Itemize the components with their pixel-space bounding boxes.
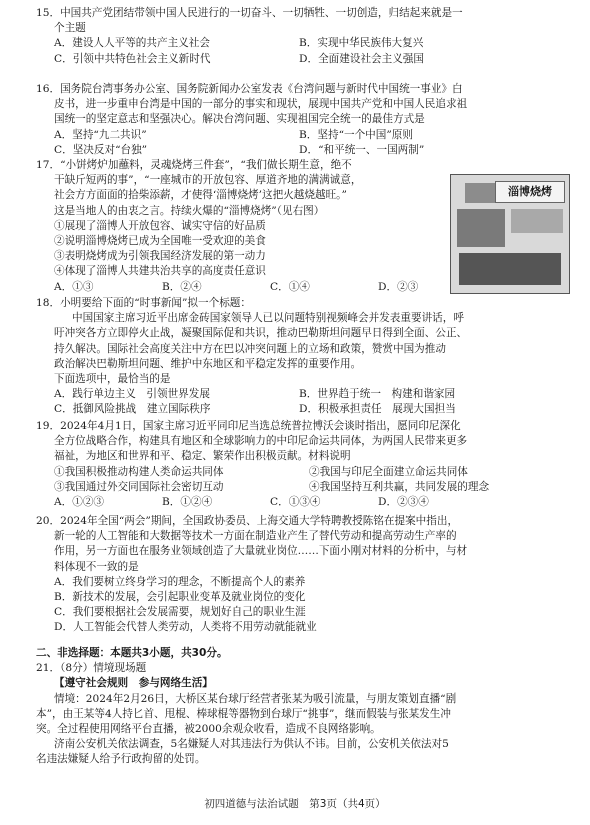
- option-d: D．“和平统一、一国两制”: [299, 143, 425, 156]
- statement-item: ①我国积极推动构建人类命运共同体: [54, 465, 224, 478]
- news-text-line: 持久解决。国际社会高度关注中方在巴以冲突问题上的立场和政策，赞赏中国为推动: [54, 342, 446, 355]
- question-19: [36, 419, 574, 510]
- option-d: D．人工智能会代替人类劳动，人类将不用劳动就能就业: [54, 621, 317, 634]
- question-stem-line: 社会方方面面的拾柴添薪，才使得‘淄博烧烤’这把火越烧越旺。”: [54, 189, 347, 202]
- option-b: B．②④: [162, 280, 202, 293]
- scenario-text-line: 情境：2024年2月26日，大桥区某台球厅经营者张某为吸引流量，与朋友策划直播“剧: [54, 692, 457, 705]
- question-21-title: 21．（8分）情境现场题: [36, 662, 147, 675]
- question-stem-line: 国统一的坚定意志和坚强决心。解决台湾问题、实现祖国完全统一的最佳方式是: [54, 113, 425, 126]
- question-21-topic: 【遵守社会规则 参与网络生活】: [54, 677, 213, 690]
- options-row: [36, 128, 574, 143]
- options-row: [36, 387, 574, 402]
- question-stem-line: 干缺斤短两的事”，“一座城市的开放包容、厚道齐地的满满诚意，: [54, 174, 362, 187]
- news-text-line: 政治解决巴勒斯坦问题、维护中东地区和平稳定发挥的重要作用。: [54, 357, 362, 370]
- statement-row: [36, 480, 574, 495]
- page-footer: 初四道德与法治试题 第3页（共4页）: [204, 798, 386, 810]
- option-a: A．践行单边主义 引领世界发展: [54, 388, 210, 401]
- question-stem-line: 这是当地人的由衷之言。持续火爆的“淄博烧烤”（见右图）: [54, 204, 325, 217]
- option-b: B．实现中华民族伟大复兴: [299, 37, 424, 50]
- statement-item: ①展现了淄博人开放包容、诚实守信的好品质: [54, 219, 266, 232]
- scenario-text-line: 本”，由王某等4人持匕首、甩棍、棒球棍等器物到台球厅“挑事”，继而假装与张某发生冲: [36, 707, 451, 720]
- option-c: C．我们要根据社会发展需要，规划好自己的职业生涯: [54, 606, 306, 619]
- statement-row: [36, 465, 574, 480]
- statement-item: ③我国通过外交同国际社会密切互动: [54, 480, 224, 493]
- option-a: A．我们要树立终身学习的理念，不断提高个人的素养: [54, 575, 306, 588]
- question-stem-line: 个主题: [54, 22, 86, 35]
- question-16: [36, 82, 574, 158]
- scenario-text-line: 济南公安机关依法调查，5名嫌疑人对其违法行为供认不讳。目前，公安机关依法对5: [54, 738, 449, 751]
- option-a: A．建设人人平等的共产主义社会: [54, 37, 210, 50]
- question-stem-line: 皮书，进一步重申台湾是中国的一部分的事实和现状，展现中国共产党和中国人民追求祖: [54, 98, 468, 111]
- question-stem-line: 17．“小饼烤炉加蘸料，灵魂烧烤三件套”，“我们做长期生意，绝不: [36, 159, 352, 171]
- options-row: [36, 402, 574, 417]
- question-stem-line: 新一轮的人工智能和大数据等技术一方面在制造业产生了替代劳动和提高劳动生产率的: [54, 530, 457, 543]
- question-stem-line: 16．国务院台湾事务办公室、国务院新闻办公室发表《台湾问题与新时代中国统一事业》白: [36, 83, 463, 95]
- question-18: [36, 296, 574, 418]
- option-a: A．坚持“九二共识”: [54, 128, 147, 141]
- statement-item: ④体现了淄博人共建共治共享的高度责任意识: [54, 265, 266, 278]
- question-stem-line: 15．中国共产党团结带领中国人民进行的一切奋斗、一切牺牲、一切创造，归结起来就是一: [36, 7, 463, 19]
- question-15: [36, 6, 574, 67]
- option-a: A．①③: [54, 280, 94, 293]
- option-c: C．①④: [270, 280, 310, 293]
- photo-title: 淄博烧烤: [495, 181, 565, 203]
- option-d: D．②③: [378, 280, 419, 293]
- option-b: B．世界趋于统一 构建和谐家园: [299, 388, 456, 401]
- option-b: B．①②④: [162, 496, 213, 509]
- options-row: [36, 52, 574, 67]
- option-d: D．积极承担责任 展现大国担当: [299, 403, 456, 416]
- option-c: C．抵御风险挑战 建立国际秩序: [54, 403, 211, 416]
- option-c: C．坚决反对“台独”: [54, 143, 148, 156]
- statement-item: ②我国与印尼全面建立命运共同体: [309, 465, 468, 478]
- options-row: [36, 36, 574, 51]
- question-17: [36, 158, 446, 295]
- question-20: [36, 514, 574, 636]
- question-stem-line: 18．小明要给下面的“时事新闻”拟一个标题：: [36, 297, 251, 309]
- scenario-text-line: 突。全过程使用网络平台直播，被2000余观众收看，造成不良网络影响。: [36, 723, 381, 736]
- question-stem-line: 作用，另一方面也在服务业领域创造了大量就业岗位……下面小刚对材料的分析中，与材: [54, 545, 468, 558]
- zibo-bbq-photo: [450, 174, 570, 294]
- section-2: [36, 646, 574, 768]
- question-stem-line: 料体现不一致的是: [54, 560, 139, 573]
- section-title: 二、非选择题：本题共3小题，共30分。: [36, 647, 228, 659]
- question-stem-line: 福祉，为地区和世界和平、稳定、繁荣作出积极贡献。材料说明: [54, 450, 351, 463]
- question-stem-line: 19．2024年4月1日，国家主席习近平同印尼当选总统普拉博沃会谈时指出，愿同印尼深化: [36, 420, 461, 432]
- news-text-line: 中国国家主席习近平出席金砖国家领导人已以问题特别视频峰会并发表重要讲话，呼: [72, 312, 464, 325]
- question-stem-line: 下面选项中，最恰当的是: [54, 373, 171, 386]
- option-d: D．全面建设社会主义强国: [299, 52, 425, 65]
- option-d: D．②③④: [378, 496, 429, 509]
- option-c: C．引领中共特色社会主义新时代: [54, 52, 211, 65]
- options-row: [36, 280, 446, 295]
- statement-item: ③表明烧烤成为引领我国经济发展的第一动力: [54, 250, 266, 263]
- options-row: [36, 143, 574, 158]
- options-row: [36, 495, 574, 510]
- statement-item: ④我国坚持互利共赢，共同发展的理念: [309, 480, 490, 493]
- option-a: A．①②③: [54, 496, 105, 509]
- question-stem-line: 20．2024年全国“两会”期间，全国政协委员、上海交通大学特聘教授陈铭在提案中指出，: [36, 515, 459, 527]
- question-stem-line: 全方位战略合作，构建具有地区和全球影响力的中印尼命运共同体，为两国人民带来更多: [54, 435, 468, 448]
- news-text-line: 吁冲突各方立即停火止战，凝聚国际促和共识，推动巴勒斯坦问题早日得到全面、公正、: [54, 327, 468, 340]
- option-b: B．坚持“一个中国”原则: [299, 128, 413, 141]
- scenario-text-line: 名违法嫌疑人给予行政拘留的处罚。: [36, 753, 206, 766]
- option-c: C．①③④: [270, 496, 321, 509]
- statement-item: ②说明淄博烧烤已成为全国唯一受欢迎的美食: [54, 235, 266, 248]
- option-b: B．新技术的发展，会引起职业变革及就业岗位的变化: [54, 591, 306, 604]
